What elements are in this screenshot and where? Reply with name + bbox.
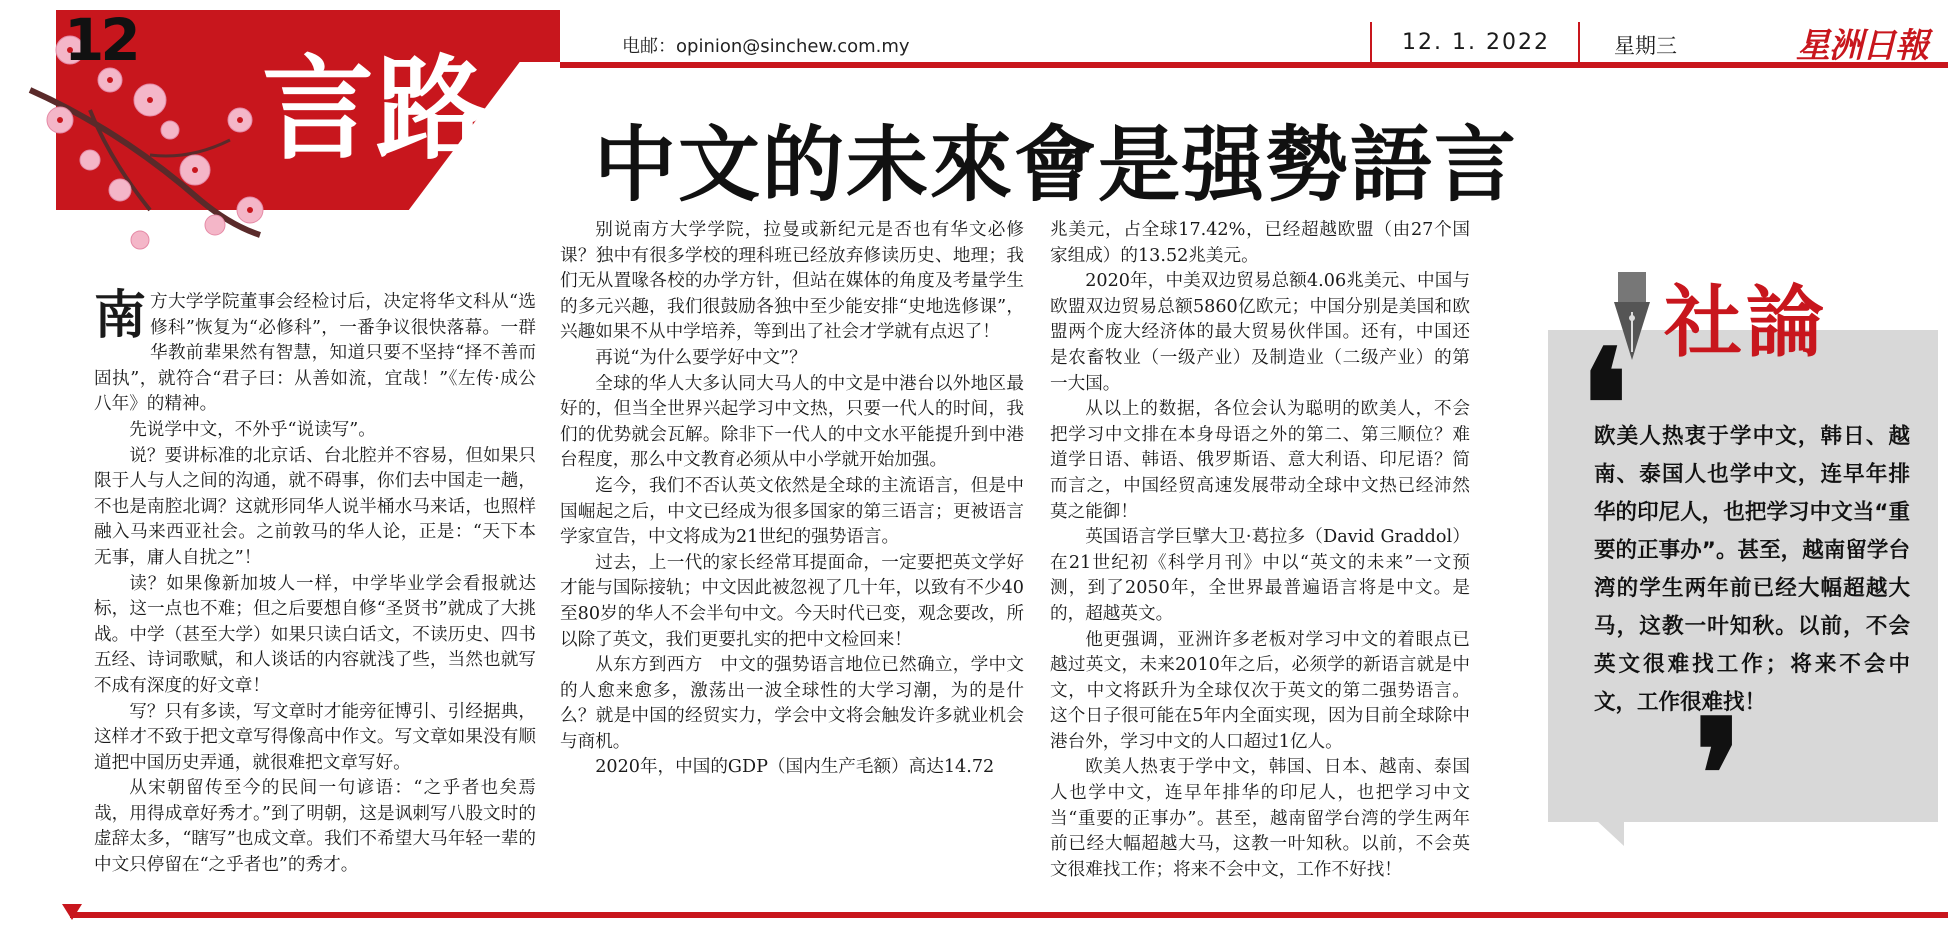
paragraph: 全球的华人大多认同大马人的中文是中港台以外地区最好的，但当全世界兴起学习中文热，只要一代人的时间，我们的优势就会瓦解。除非下一代人的中文水平能提升到中港台程度，那么中文教育必须从中小学就开始加强。 bbox=[560, 373, 1024, 471]
paragraph: 从宋朝留传至今的民间一句谚语：“之乎者也矣焉哉，用得成章好秀才。”到了明朝，这是讽刺写八股文时的虚辞太多，“瞎写”也成文章。我们不希望大马年轻一辈的中文只停留在“之乎者也”的秀才。 bbox=[94, 778, 536, 876]
paragraph: 从东方到西方 中文的强势语言地位已然确立，学中文的人愈来愈多，激荡出一波全球性的大学习潮，为的是什么？就是中国的经贸实力，学会中文将会触发许多就业机会与商机。 bbox=[560, 655, 1024, 752]
paragraph: 英国语言学巨擘大卫·葛拉多（David Graddol）在21世纪初《科学月刊》中以“英文的未来”一文预测，到了2050年，全世界最普遍语言将是中文。是的，超越英文。 bbox=[1050, 527, 1470, 624]
paragraph: 兆美元，占全球17.42%，已经超越欧盟（由27个国家组成）的13.52兆美元。 bbox=[1050, 220, 1470, 266]
page-number: 12 bbox=[64, 6, 137, 74]
article-headline: 中文的未來會是强勢語言 bbox=[594, 118, 1519, 213]
section-title: 言路 bbox=[262, 45, 490, 175]
article-column-2 bbox=[560, 218, 1024, 781]
paragraph: 再说“为什么要学好中文”？ bbox=[595, 347, 807, 368]
paragraph: 写？只有多读，写文章时才能旁征博引、引经据典，这样才不致于把文章写得像高中作文。写文章如果没有顺道把中国历史弄通，就很难把文章写好。 bbox=[94, 701, 536, 773]
paragraph: 欧美人热衷于学中文，韩国、日本、越南、泰国人也学中文，连早年排华的印尼人，也把学习中文当“重要的正事办”。甚至，越南留学台湾的学生两年前已经大幅超越大马，这教一叶知秋。以前，不会英文很难找工作；将来不会中文，工作不好找！ bbox=[1050, 757, 1470, 880]
paragraph: 2020年，中国的GDP（国内生产毛额）高达14.72 bbox=[595, 757, 995, 778]
contact-email: 电邮：opinion@sinchew.com.my bbox=[622, 36, 910, 57]
paragraph: 先说学中文，不外乎“说读写”。 bbox=[129, 419, 376, 440]
paragraph: 南方大学学院董事会经检讨后，决定将华文科从“选修科”恢复为“必修科”，一番争议很快落幕。一群华教前辈果然有智慧，知道只要不坚持“择不善而固执”，就符合“君子曰：从善如流，宜哉！”《左传·成公八年》的精神。 bbox=[94, 286, 536, 415]
paragraph: 2020年，中美双边贸易总额4.06兆美元、中国与欧盟双边贸易总额5860亿欧元；中国分别是美国和欧盟两个庞大经济体的最大贸易伙伴国。还有，中国还是农畜牧业（一级产业）及制造业（二级产业）的第一大国。 bbox=[1050, 271, 1470, 394]
drop-cap: 南 bbox=[94, 286, 147, 346]
paragraph: 他更强调，亚洲许多老板对学习中文的着眼点已越过英文，未来2010年之后，必须学的新语言就是中文，中文将跃升为全球仅次于英文的第二强势语言。这个日子很可能在5年内全面实现，因为目前全球除中港台外，学习中文的人口超过1亿人。 bbox=[1050, 629, 1470, 752]
issue-weekday: 星期三 bbox=[1614, 34, 1677, 58]
paragraph: 从以上的数据，各位会认为聪明的欧美人，不会把学习中文排在本身母语之外的第二、第三顺位？难道学日语、韩语、俄罗斯语、意大利语、印尼语？简而言之，中国经贸高速发展带动全球中文热已经沛然莫之能御！ bbox=[1050, 399, 1470, 522]
paragraph: 说？要讲标准的北京话、台北腔并不容易，但如果只限于人与人之间的沟通，就不碍事，你们去中国走一趟，不也是南腔北调？这就形同华人说半桶水马来话，也照样融入马来西亚社会。之前敦马的华人论，正是：“天下本无事，庸人自扰之”！ bbox=[94, 445, 536, 568]
open-quote-icon: ❛ bbox=[1580, 317, 1629, 493]
paragraph: 过去，上一代的家长经常耳提面命，一定要把英文学好才能与国际接轨；中文因此被忽视了几十年，以致有不少40至80岁的华人不会半句中文。今天时代已变，观念要改，所以除了英文，我们更要扎实的把中文检回来！ bbox=[560, 552, 1024, 650]
issue-date: 12. 1. 2022 bbox=[1370, 22, 1580, 62]
paragraph: 迄今，我们不否认英文依然是全球的主流语言，但是中国崛起之后，中文已经成为很多国家的第三语言；更被语言学家宣告，中文将成为21世纪的强势语言。 bbox=[560, 475, 1024, 548]
editorial-title: 社論 bbox=[1664, 278, 1829, 368]
paragraph: 读？如果像新加坡人一样，中学毕业学会看报就达标，这一点也不难；但之后要想自修“圣贤书”就成了大挑战。中学（甚至大学）如果只读白话文，不读历史、四书五经、诗词歌赋，和人谈话的内容就浅了些，当然也就写不成有深度的好文章！ bbox=[94, 573, 536, 696]
editorial-box-tail bbox=[1596, 820, 1624, 846]
article-column-1 bbox=[94, 286, 536, 879]
paragraph: 别说南方大学学院，拉曼或新纪元是否也有华文必修课？独中有很多学校的理科班已经放弃修读历史、地理；我们无从置喙各校的办学方针，但站在媒体的角度及考量学生的多元兴趣，我们很鼓励各独中至少能安排“史地选修课”，兴趣如果不从中学培养，等到出了社会才学就有点迟了！ bbox=[560, 220, 1024, 343]
article-column-3 bbox=[1050, 218, 1470, 883]
header-rule bbox=[560, 62, 1948, 68]
editorial-quote-text: 欧美人热衷于学中文，韩日、越南、泰国人也学中文，连早年排华的印尼人，也把学习中文当“重要的正事办”。甚至，越南留学台湾的学生两年前已经大幅超越大马，这教一叶知秋。以前，不会英文很难找工作；将来不会中文，工作很难找！ bbox=[1594, 424, 1910, 715]
close-quote-icon: ❜ bbox=[1694, 687, 1743, 863]
footer-rule bbox=[70, 912, 1948, 918]
newspaper-logo: 星洲日報 bbox=[1796, 26, 1928, 66]
